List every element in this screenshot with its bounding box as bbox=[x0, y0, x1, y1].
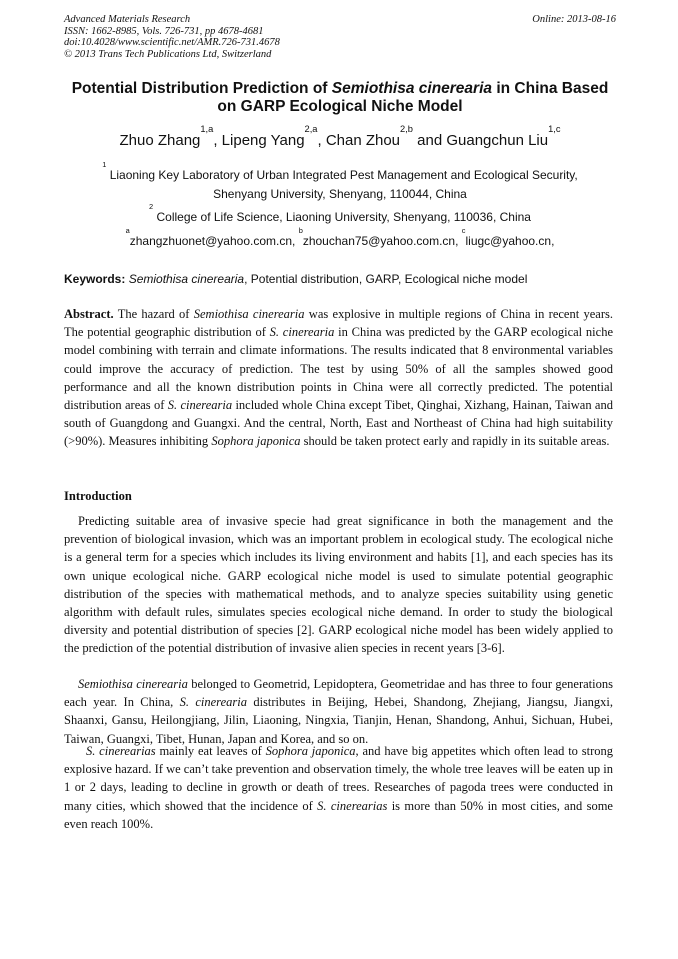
author-sep: and bbox=[412, 132, 447, 149]
email-mark: b bbox=[298, 225, 303, 235]
author-name: Zhuo Zhang bbox=[119, 132, 201, 149]
paragraph-text: is more than 50% in most cities, and some even reach 100%. bbox=[64, 798, 613, 831]
paragraph-text: , and have big appetites which often lead to strong explosive hazard. If we can’t take prevention and observation timely, the whole tree leaves will be eaten up in 1 or 2 days, leading to decline in growth or death of trees. Researches of pagoda trees were conducted in many cities, which showed that the incidence of bbox=[64, 744, 613, 813]
affiliation-1-line1: Liaoning Key Laboratory of Urban Integrated Pest Management and Ecological Security, bbox=[106, 168, 578, 182]
affiliation-2 bbox=[64, 201, 616, 227]
author-sup: 1,c bbox=[548, 124, 561, 135]
doi-line: doi:10.4028/www.scientific.net/AMR.726-731.4678 bbox=[64, 37, 280, 48]
author-name: Chan Zhou bbox=[325, 132, 401, 149]
author-name: Lipeng Yang bbox=[221, 132, 305, 149]
species-name: Semiothisa cinerearia bbox=[193, 307, 305, 321]
email-address: zhouchan75@yahoo.com.cn, bbox=[302, 234, 462, 248]
email-address: liugc@yahoo.cn, bbox=[465, 234, 555, 248]
abstract-text: included whole China except Tibet, Qinghai, Xizhang, Hainan, Taiwan and south of Guangdong and Guangxi. And the central, North, East and Northeast of China had high suitability (>90%). Measures inhibiting bbox=[64, 398, 613, 449]
email-list bbox=[64, 225, 616, 251]
abstract-text: in China was predicted by the GARP ecological niche model combining with terrain and climate informations. The results indicated that 8 environmental variables could improve the accuracy of prediction. The test by using 50% of all the samples showed good performance and all the known distribution points in China were all correctly predicted. The potential distribution areas of bbox=[64, 325, 613, 413]
online-date: Online: 2013-08-16 bbox=[532, 14, 616, 25]
author-list bbox=[64, 124, 616, 151]
author-sup: 1,a bbox=[200, 124, 214, 135]
title-part1: Potential Distribution Prediction of bbox=[71, 80, 332, 97]
affiliation-2-text: College of Life Science, Liaoning University, Shenyang, 110036, China bbox=[153, 210, 531, 224]
species-name: S. cinerearia bbox=[179, 695, 247, 710]
paragraph-text: belonged to Geometrid, Lepidoptera, Geometridae and has three to four generations each year. In China, bbox=[64, 677, 613, 710]
introduction-paragraph-3 bbox=[64, 742, 613, 833]
species-name: S. cinerearia bbox=[269, 325, 335, 340]
paragraph-text: distributes in Beijing, Hebei, Shandong, Zhejiang, Jiangsu, Jiangxi, Shaanxi, Gansu, Heilongjiang, Jilin, Liaoning, Ningxia, Tianjin, Henan, Shandong, Anhui, Sichuan, Hubei, Taiwan, Guangxi, Tibet, Hunan, Japan and Korea, and so on. bbox=[64, 695, 614, 746]
journal-name: Advanced Materials Research bbox=[64, 14, 191, 25]
keywords-label: Keywords: bbox=[64, 272, 126, 286]
species-name: Semiothisa cinerearia bbox=[78, 677, 188, 691]
paper-title bbox=[64, 80, 616, 116]
affiliation-mark: 1 bbox=[102, 159, 107, 169]
author-sup: 2,b bbox=[400, 124, 413, 135]
copyright-line: © 2013 Trans Tech Publications Ltd, Switzerland bbox=[64, 48, 272, 60]
species-name: S. cinerearias bbox=[317, 798, 388, 813]
author-sup: 2,a bbox=[304, 124, 318, 135]
email-mark: c bbox=[461, 225, 466, 235]
keywords bbox=[64, 271, 624, 288]
introduction-paragraph-1: Predicting suitable area of invasive specie had great significance in both the management and the prevention of biological invasion, which was an important problem in ecological study. The ecological niche is a general term for a species which includes its living environment and habits [1], and each species has its own unique ecological niche. GARP ecological niche model is used to simulate potential geographic distribution of the species with mathematical methods, and to analyze species suitability using genetic algorithm with default rules, simulates species ecological niche demand. In order to study the biological diversity and potential distribution of species [2]. GARP ecological niche model has been widely applied to the prediction of the potential distribution of invasive alien species in recent years [3-6]. bbox=[64, 514, 613, 656]
affiliation-1 bbox=[64, 159, 616, 204]
email-address: zhangzhuonet@yahoo.com.cn, bbox=[129, 234, 299, 248]
abstract-text: was explosive in multiple regions of China in recent years. The potential geographic distribution of bbox=[64, 307, 613, 340]
author-sep: , bbox=[317, 132, 326, 149]
title-species: Semiothisa cinerearia bbox=[331, 80, 493, 97]
species-name: S. cinerearia bbox=[167, 398, 233, 413]
affiliation-mark: 2 bbox=[149, 201, 154, 211]
abstract-label: Abstract. bbox=[64, 307, 114, 321]
title-part2: in China Based on GARP Ecological Niche Model bbox=[217, 80, 609, 115]
paragraph-text: mainly eat leaves of bbox=[155, 744, 266, 758]
author-name: Guangchun Liu bbox=[446, 132, 549, 149]
section-heading-introduction: Introduction bbox=[64, 489, 132, 503]
introduction-paragraph-2 bbox=[64, 675, 613, 748]
abstract-text: should be taken protect early and rapidly in its suitable areas. bbox=[300, 434, 610, 449]
species-name: Sophora japonica bbox=[265, 744, 356, 758]
species-name: S. cinerearias bbox=[86, 744, 156, 758]
species-name: Sophora japonica bbox=[211, 434, 301, 449]
email-mark: a bbox=[125, 225, 130, 235]
keywords-species: Semiothisa cinerearia bbox=[128, 272, 245, 286]
affiliation-1-line2: Shenyang University, Shenyang, 110044, China bbox=[213, 187, 467, 201]
keywords-rest: , Potential distribution, GARP, Ecological niche model bbox=[244, 272, 528, 286]
issn-line: ISSN: 1662-8985, Vols. 726-731, pp 4678-4681 bbox=[64, 25, 264, 37]
author-sep: , bbox=[213, 132, 222, 149]
abstract-text: The hazard of bbox=[113, 307, 194, 321]
journal-header bbox=[64, 14, 616, 60]
abstract bbox=[64, 305, 613, 451]
